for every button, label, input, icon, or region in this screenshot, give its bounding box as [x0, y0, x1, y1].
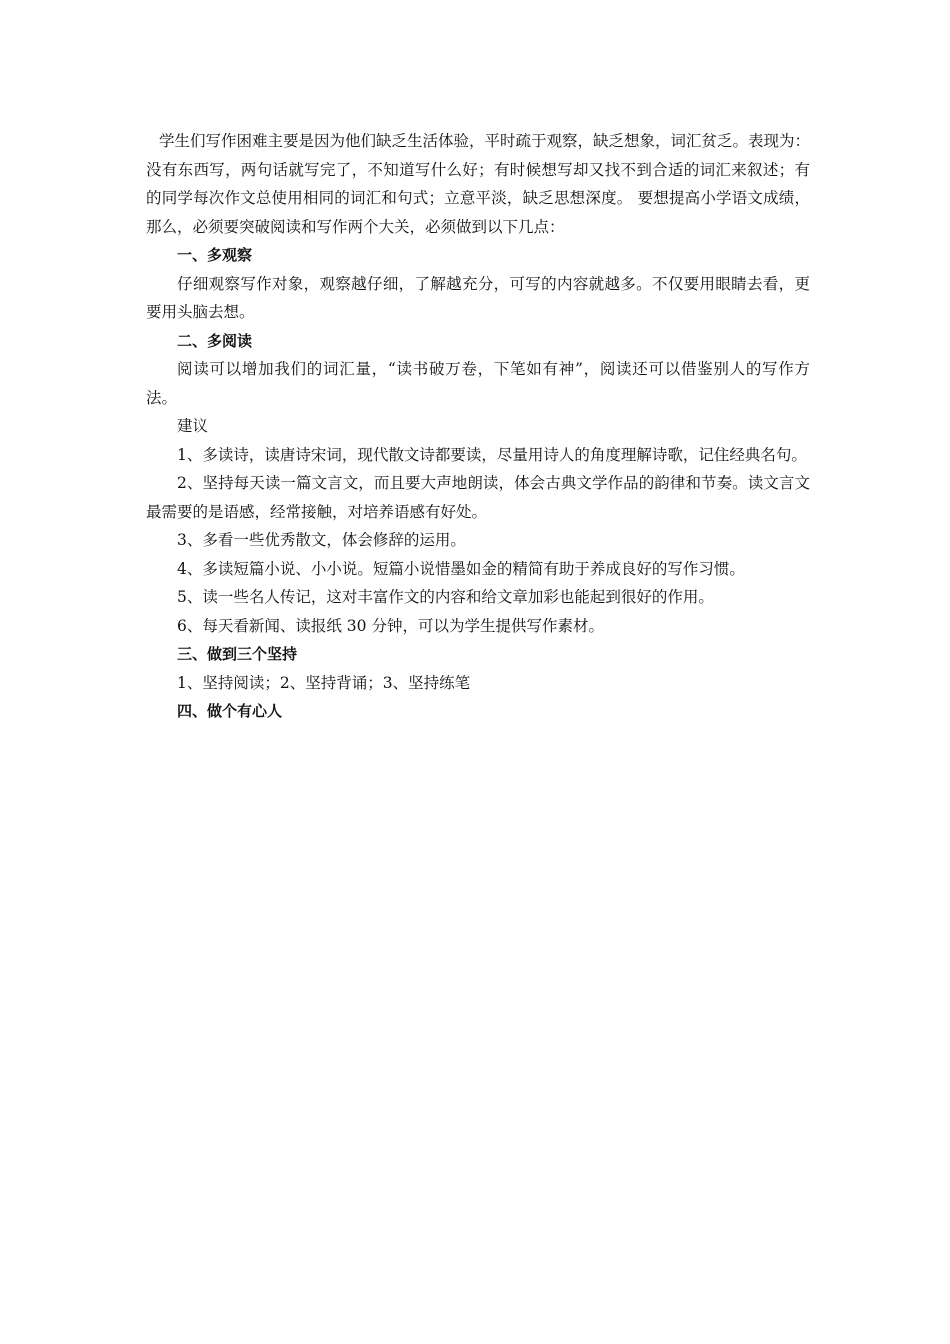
section-heading-read: 二、多阅读 [177, 331, 253, 350]
section-heading-mindful: 四、做个有心人 [177, 702, 283, 720]
list-item: 4、多读短篇小说、小小说。短篇小说惜墨如金的精简有助于养成良好的写作习惯。 [177, 559, 745, 578]
list-item: 2、坚持每天读一篇文言文，而且要大声地朗读，体会古典文学作品的韵律和节奏。读文言文最需要的是语感，经常接触，对培养语感有好处。 [146, 474, 810, 521]
section-heading-persist: 三、做到三个坚持 [177, 645, 298, 663]
list-item: 5、读一些名人传记，这对丰富作文的内容和给文章加彩也能起到很好的作用。 [177, 588, 714, 606]
list-item: 1、多读诗，读唐诗宋词，现代散文诗都要读，尽量用诗人的角度理解诗歌，记住经典名句。 [177, 445, 807, 464]
suggestion-label: 建议 [177, 417, 209, 435]
intro-paragraph: 学生们写作困难主要是因为他们缺乏生活体验，平时疏于观察，缺乏想象，词汇贫乏。表现为：没有东西写，两句话就写完了，不知道写什么好；有时候想写却又找不到合适的词汇来叙述；有的同学每次作文总使用相同的词汇和句式；立意平淡，缺乏思想深度。 要想提高小学语文成绩，那么，必须要突破阅读和写作两个大关，必须做到以下几点： [146, 132, 811, 236]
section-heading-observe: 一、多观察 [177, 246, 253, 264]
section-body-observe: 仔细观察写作对象，观察越仔细，了解越充分，可写的内容就越多。不仅要用眼睛去看，更要用头脑去想。 [146, 274, 810, 321]
document-body [146, 127, 810, 726]
list-item: 3、多看一些优秀散文，体会修辞的运用。 [177, 531, 466, 549]
section-body-read: 阅读可以增加我们的词汇量，“读书破万卷，下笔如有神”，阅读还可以借鉴别人的写作方法。 [146, 360, 810, 407]
section-body-persist: 1、坚持阅读；2、坚持背诵；3、坚持练笔 [177, 673, 471, 692]
list-item: 6、每天看新闻、读报纸 30 分钟，可以为学生提供写作素材。 [177, 616, 604, 635]
